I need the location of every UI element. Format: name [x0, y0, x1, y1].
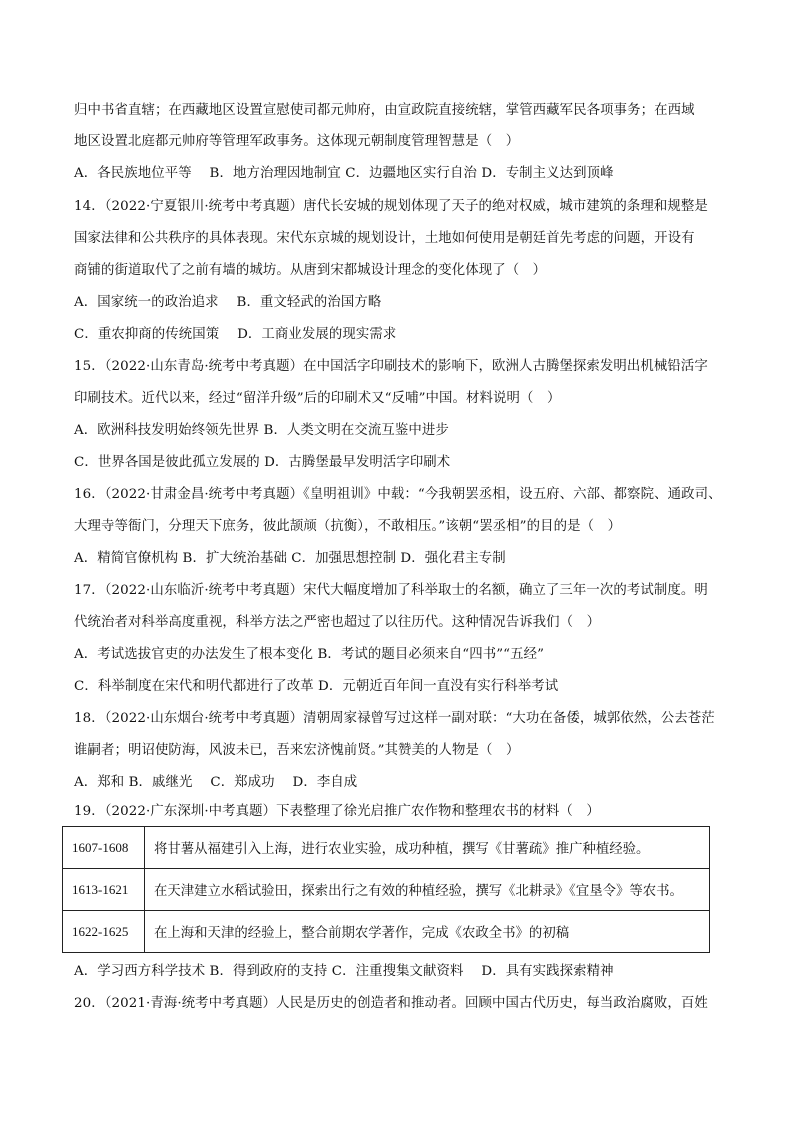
text-line: 国家法律和公共秩序的具体表现。宋代东京城的规划设计，土地如何使用是朝廷首先考虑的问题，开设有 — [74, 231, 695, 246]
table-cell-years: 1613-1621 — [63, 869, 145, 911]
text-line: 大理寺等衙门，分理天下庶务，彼此颉颃（抗衡），不敢相压。”该朝“罢丞相”的目的是（ ） — [74, 519, 622, 534]
answer-options-q19: A．学习西方科学技术 B．得到政府的支持 C．注重搜集文献资料 D．具有实践探索精神 — [74, 964, 614, 979]
question-14-stem: 14．（2022·宁夏银川·统考中考真题）唐代长安城的规划体现了天子的绝对权威，城市建筑的条理和规整是 — [74, 199, 708, 214]
table-cell-years: 1622-1625 — [63, 911, 145, 953]
table-cell-text: 在天津建立水稻试验田，探索出行之有效的种植经验，撰写《北耕录》《宜垦令》等农书。 — [145, 869, 710, 911]
answer-options-q17: C．科举制度在宋代和明代都进行了改革 D．元朝近百年间一直没有实行科举考试 — [74, 679, 559, 694]
table-cell-text: 将甘薯从福建引入上海，进行农业实验，成功种植，撰写《甘薯疏》推广种植经验。 — [145, 827, 710, 869]
question-20-stem: 20．（2021·青海·统考中考真题）人民是历史的创造者和推动者。回顾中国古代历史，每当政治腐败，百姓 — [74, 996, 708, 1011]
xu-guangqi-table — [62, 826, 710, 953]
question-15-stem: 15．（2022·山东青岛·统考中考真题）在中国活字印刷技术的影响下，欧洲人古腾堡探索发明出机械铅活字 — [74, 359, 708, 374]
text-line: 代统治者对科举高度重视，科举方法之严密也超过了以往历代。这种情况告诉我们（ ） — [74, 615, 601, 630]
answer-options-q16: A．精简官僚机构 B．扩大统治基础 C．加强思想控制 D．强化君主专制 — [74, 551, 506, 566]
answer-options-q18: A．郑和 B．戚继光 C．郑成功 D．李自成 — [74, 775, 358, 790]
table-row — [63, 869, 710, 911]
table-row — [63, 911, 710, 953]
answer-options-q15: C．世界各国是彼此孤立发展的 D．古腾堡最早发明活字印刷术 — [74, 455, 451, 470]
answer-options-q14: A．国家统一的政治追求 B．重文轻武的治国方略 — [74, 295, 382, 310]
question-19-stem: 19．（2022·广东深圳·中考真题）下表整理了徐光启推广农作物和整理农书的材料（ ） — [74, 804, 600, 819]
table-cell-text: 在上海和天津的经验上，整合前期农学著作，完成《农政全书》的初稿 — [145, 911, 710, 953]
question-16-stem: 16．（2022·甘肃金昌·统考中考真题）《皇明祖训》中载：“今我朝罢丞相，设五府、六部、都察院、通政司、 — [74, 487, 722, 502]
answer-options-q17: A．考试选拔官吏的办法发生了根本变化 B．考试的题目必须来自“四书”“五经” — [74, 647, 545, 662]
answer-options-q15: A．欧洲科技发明始终领先世界 B．人类文明在交流互鉴中进步 — [74, 423, 449, 438]
answer-options-q13: A．各民族地位平等 B．地方治理因地制宜 C．边疆地区实行自治 D．专制主义达到顶峰 — [74, 166, 614, 181]
table-cell-years: 1607-1608 — [63, 827, 145, 869]
text-line: 地区设置北庭都元帅府等管理军政事务。这体现元朝制度管理智慧是（ ） — [74, 134, 520, 149]
text-line: 谁嗣者；明诏使防海，风波未已，吾来宏济愧前贤。”其赞美的人物是（ ） — [74, 743, 520, 758]
answer-options-q14: C．重农抑商的传统国策 D．工商业发展的现实需求 — [74, 327, 397, 342]
text-line: 印刷技术。近代以来，经过“留洋升级”后的印刷术又“反哺”中国。材料说明（ ） — [74, 391, 561, 406]
question-18-stem: 18．（2022·山东烟台·统考中考真题）清朝周家禄曾写过这样一副对联：“大功在备倭，城郭依然，公去苍茫 — [74, 711, 715, 726]
question-17-stem: 17．（2022·山东临沂·统考中考真题）宋代大幅度增加了科举取士的名额，确立了三年一次的考试制度。明 — [74, 583, 708, 598]
table-row — [63, 827, 710, 869]
text-line: 归中书省直辖；在西藏地区设置宣慰使司都元帅府，由宣政院直接统辖，掌管西藏军民各项事务；在西域 — [74, 103, 695, 118]
text-line: 商铺的街道取代了之前有墙的城坊。从唐到宋都城设计理念的变化体现了（ ） — [74, 263, 547, 278]
